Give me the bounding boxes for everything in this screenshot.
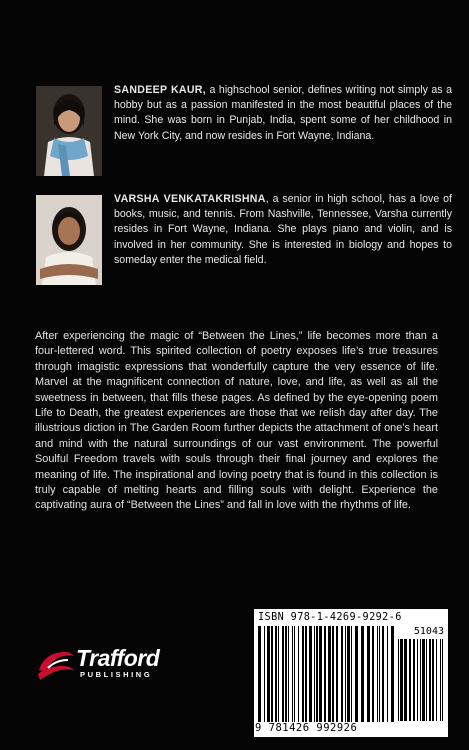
publisher-name: Trafford [76,645,160,671]
publisher-tagline: PUBLISHING [80,670,153,679]
ean-barcode-bars [258,626,394,722]
trafford-mark-icon [36,646,76,682]
author-photo-sandeep-kaur [36,86,102,176]
author-description: a highschool senior, defines writing not simply as a hobby but as a passion manifested in the most beautiful places of the mind. She was born in Punjab, India, spent some of her childhood in New York City, and now resides in Fort Wayne, Indiana. [114,84,453,142]
addon-barcode-bars [398,639,444,721]
isbn-barcode [254,609,448,737]
price-code: 51043 [413,626,444,637]
publisher-logo [36,646,196,686]
isbn-number: ISBN 978-1-4269-9292-6 [258,612,402,623]
author-name: SANDEEP KAUR, [114,84,206,96]
author-name: VARSHA VENKATAKRISHNA [114,193,266,205]
barcode-digits: 9 781426 992926 [255,722,358,734]
book-description: After experiencing the magic of “Between the Lines,” life becomes more than a four-lettered word. This spirited collection of poetry exposes life’s true treasures through imagistic expressions that wonderfully capture the very essence of life. Marvel at the magnificent connection of nature, love, and life, as well as all the sweetness in between, that fills these pages. As defined by the eye-opening poem Life to Death, the greatest experiences are those that we relish day after day. The illustrious diction in The Garden Room further depicts the attachment of one’s heart and mind with the natural surroundings of our vast environment. The powerful Soulful Freedom travels with souls through their final journey and explores the meaning of life. The inspirational and loving poetry that is found in this collection is truly capable of melting hearts and filling souls with delight. Experience the captivating aura of “Between the Lines” and fall in love with the rhythms of life. [35,330,438,512]
author-photo-varsha-venkatakrishna [36,195,102,285]
author-description: , a senior in high school, has a love of books, music, and tennis. From Nashville, Tennessee, Varsha currently resides in Fort Wayne, Indiana. She plays piano and violin, and is involved in her community. She is interested in biology and hopes to someday enter the medical field. [114,193,452,266]
